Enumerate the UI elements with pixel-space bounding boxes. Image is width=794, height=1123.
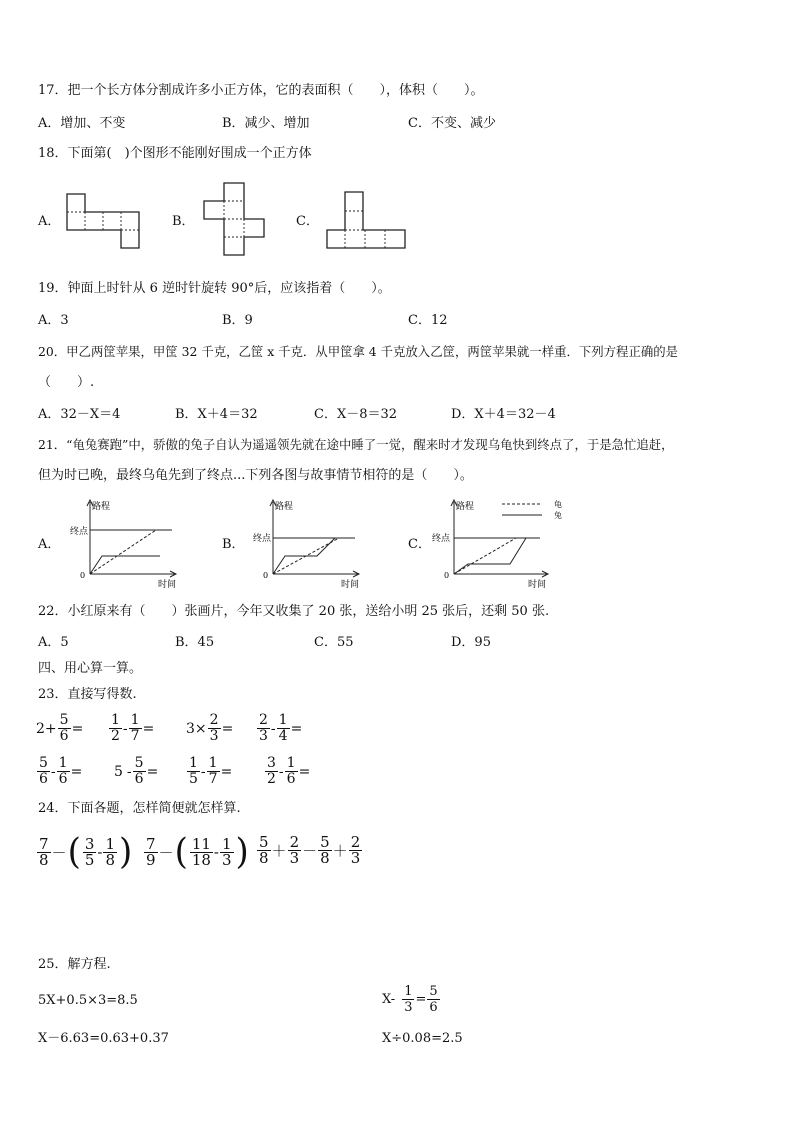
q17-option-a: A．增加、不变 xyxy=(38,116,126,131)
fraction: $\frac{2}{3}$ xyxy=(259,712,268,744)
q20-stem-line1: 20．甲乙两筐苹果，甲筐 32 千克，乙筐 x 千克．从甲筐拿 4 千克放入乙筐，两筐苹果就一样重．下列方程正确的是 xyxy=(38,344,679,359)
fraction: $\frac{2}{3}$ xyxy=(289,833,300,867)
graph-c-legend-tortoise: 龟 xyxy=(554,500,562,509)
q23-expr-8: $\frac{3}{2}$ - $\frac{1}{6}$ = xyxy=(267,755,311,787)
q25-equation-2: X- $\frac{1}{3}$ = $\frac{5}{6}$ xyxy=(382,984,438,1015)
q20-stem-line2: （ ）. xyxy=(38,375,95,390)
q21-label-a: A． xyxy=(38,537,61,552)
q18-stem: 18．下面第( )个图形不能刚好围成一个正方体 xyxy=(38,146,312,161)
q23-expr-4: $\frac{2}{3}$ - $\frac{1}{4}$ = xyxy=(259,712,303,744)
graph-a-y-label: 路程 xyxy=(92,502,111,512)
q25-equation-4: X÷0.08=2.5 xyxy=(382,1031,463,1046)
q24-expr-1: $\frac{7}{8}$ － ( $\frac{3}{5}$ - $\frac{1}{8}$ ) xyxy=(39,831,133,873)
q23-expr-1: 2 + $\frac{5}{6}$ = xyxy=(36,712,84,744)
fraction: $\frac{1}{7}$ xyxy=(130,712,140,744)
fraction: $\frac{1}{3}$ xyxy=(404,984,413,1015)
q18-label-b: B． xyxy=(172,214,195,229)
fraction: $\frac{2}{3}$ xyxy=(350,833,361,867)
q18-label-c: C． xyxy=(296,214,319,229)
q21-stem-line2: 但为时已晚，最终乌龟先到了终点...下列各图与故事情节相符的是（ ）。 xyxy=(38,468,473,483)
q24-stem: 24．下面各题，怎样简便就怎样算. xyxy=(38,801,241,816)
q19-option-a: A．3 xyxy=(38,313,69,328)
fraction: $\frac{7}{9}$ xyxy=(146,834,156,869)
fraction: $\frac{1}{6}$ xyxy=(286,755,296,787)
fraction: $\frac{2}{3}$ xyxy=(209,712,219,744)
graph-c-finish-label: 终点 xyxy=(432,534,451,544)
q24-expr-2: $\frac{7}{9}$ － ( $\frac{11}{18}$ - $\frac{1}{3}$ ) xyxy=(146,831,249,873)
cube-net-a xyxy=(66,190,144,252)
q22-option-a: A．5 xyxy=(38,635,69,650)
fraction: $\frac{5}{6}$ xyxy=(429,984,438,1015)
graph-a-origin: 0 xyxy=(80,571,86,580)
fraction: $\frac{5}{8}$ xyxy=(259,833,269,867)
graph-a-x-label: 时间 xyxy=(158,580,177,590)
fraction: $\frac{5}{6}$ xyxy=(59,712,69,744)
q19-option-b: B．9 xyxy=(222,313,253,328)
q22-option-d: D．95 xyxy=(451,635,491,650)
q23-expr-6: 5 - $\frac{5}{6}$ = xyxy=(114,755,159,787)
q17-option-c: C．不变、减少 xyxy=(408,116,496,131)
q22-option-b: B．45 xyxy=(175,635,215,650)
fraction: $\frac{1}{8}$ xyxy=(105,834,115,869)
q18-label-a: A． xyxy=(38,214,61,229)
fraction: $\frac{11}{18}$ xyxy=(191,834,211,869)
q17-option-b: B．减少、增加 xyxy=(222,116,310,131)
q23-expr-5: $\frac{5}{6}$ - $\frac{1}{6}$ = xyxy=(39,755,83,787)
q22-option-c: C．55 xyxy=(314,635,354,650)
graph-c-origin: 0 xyxy=(444,571,450,580)
graph-b-y-label: 路程 xyxy=(275,502,294,512)
graph-a-tortoise-line xyxy=(90,530,156,574)
q22-stem: 22．小红原来有（ ）张画片，今年又收集了 20 张，送给小明 25 张后，还剩 50 张. xyxy=(38,604,550,619)
cube-net-b xyxy=(203,182,267,258)
q25-stem: 25．解方程. xyxy=(38,957,111,972)
fraction: $\frac{1}{6}$ xyxy=(58,755,68,787)
fraction: $\frac{1}{2}$ xyxy=(111,712,120,744)
graph-c-y-label: 路程 xyxy=(456,502,475,512)
q20-option-c: C．X－8＝32 xyxy=(314,407,398,422)
q20-option-b: B．X＋4＝32 xyxy=(175,407,258,422)
section-4-title: 四、用心算一算。 xyxy=(38,661,143,676)
graph-a-finish-label: 终点 xyxy=(70,527,89,537)
graph-b-x-label: 时间 xyxy=(341,580,360,590)
graph-b-origin: 0 xyxy=(263,571,269,580)
graph-c-x-label: 时间 xyxy=(528,580,547,590)
graph-a xyxy=(72,494,184,590)
fraction: $\frac{1}{3}$ xyxy=(222,834,232,869)
q20-option-d: D．X＋4＝32－4 xyxy=(451,407,556,422)
q19-stem: 19．钟面上时针从 6 逆时针旋转 90°后，应该指着（ ）。 xyxy=(38,281,391,296)
q23-expr-3: 3 × $\frac{2}{3}$ = xyxy=(186,712,234,744)
q25-equation-3: X－6.63=0.63+0.37 xyxy=(38,1031,169,1046)
graph-c-legend-rabbit: 兔 xyxy=(554,511,562,520)
fraction: $\frac{5}{6}$ xyxy=(39,755,48,787)
q21-label-c: C． xyxy=(408,537,431,552)
q25-equation-1: 5X+0.5×3=8.5 xyxy=(38,993,138,1008)
q17-stem: 17．把一个长方体分割成许多小正方体，它的表面积（ ），体积（ ）。 xyxy=(38,83,484,98)
cube-net-c xyxy=(324,190,408,252)
graph-a-rabbit-line xyxy=(90,556,160,574)
fraction: $\frac{5}{8}$ xyxy=(320,833,330,867)
q23-stem: 23．直接写得数. xyxy=(38,687,137,702)
fraction: $\frac{7}{8}$ xyxy=(39,834,49,869)
fraction: $\frac{1}{5}$ xyxy=(189,755,198,787)
fraction: $\frac{1}{7}$ xyxy=(208,755,218,787)
fraction: $\frac{3}{2}$ xyxy=(267,755,276,787)
q21-label-b: B． xyxy=(222,537,245,552)
fraction: $\frac{3}{5}$ xyxy=(84,834,95,869)
q24-expr-3: $\frac{5}{8}$ ＋ $\frac{2}{3}$ － $\frac{5}{8}$ ＋ $\frac{2}{3}$ xyxy=(259,833,361,867)
graph-c-tortoise-line xyxy=(454,538,516,574)
q23-expr-7: $\frac{1}{5}$ - $\frac{1}{7}$ = xyxy=(189,755,233,787)
graph-b xyxy=(255,494,367,590)
q21-stem-line1: 21．“龟兔赛跑”中，骄傲的兔子自认为遥遥领先就在途中睡了一觉，醒来时才发现乌龟快到终点了，于是急忙追赶， xyxy=(38,437,674,452)
q19-option-c: C．12 xyxy=(408,313,448,328)
fraction: $\frac{1}{4}$ xyxy=(278,712,288,744)
q20-option-a: A．32－X＝4 xyxy=(38,407,121,422)
graph-c xyxy=(430,494,570,590)
fraction: $\frac{5}{6}$ xyxy=(134,755,144,787)
graph-c-rabbit-line xyxy=(454,538,526,574)
graph-b-finish-label: 终点 xyxy=(253,534,272,544)
q23-expr-2: $\frac{1}{2}$ - $\frac{1}{7}$ = xyxy=(111,712,155,744)
